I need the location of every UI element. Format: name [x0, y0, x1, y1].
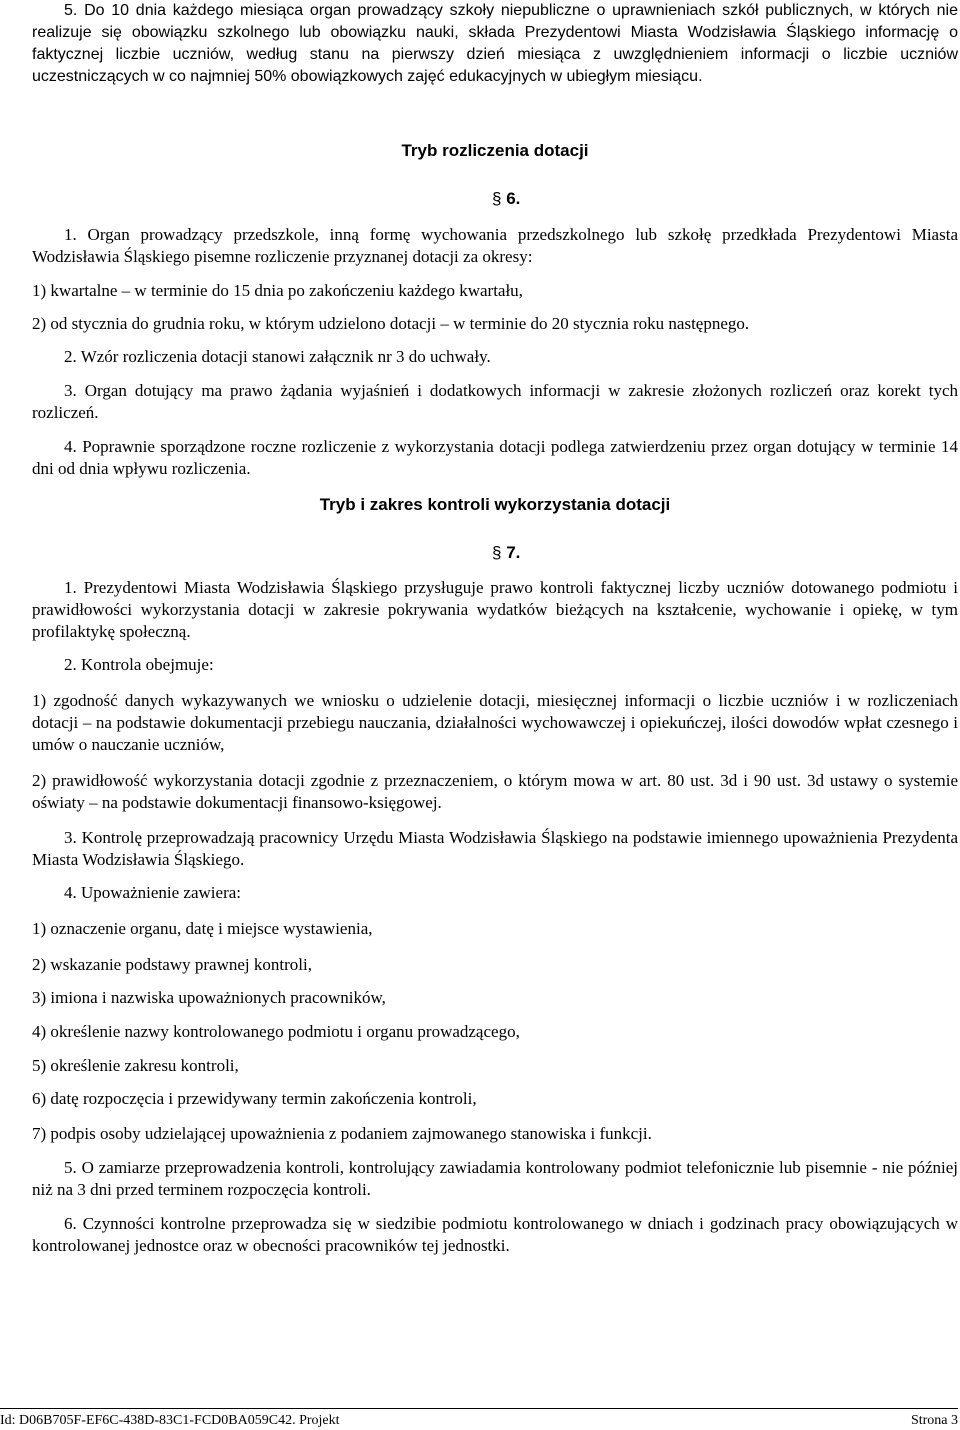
- section-6-item-1: 1. Organ prowadzący przedszkole, inną formę wychowania przedszkolnego lub szkołę przedkłada Prezydentowi Miasta Wodzisławia Śląskiego pisemne rozliczenie przyznanej dotacji za okresy:: [32, 225, 958, 266]
- section-7-item-3: 3. Kontrolę przeprowadzają pracownicy Urzędu Miasta Wodzisławia Śląskiego na podstawie imiennego upoważnienia Prezydenta Miasta Wodzisławia Śląskiego.: [32, 828, 958, 869]
- section-7-item-4: 4. Upoważnienie zawiera:: [64, 883, 241, 902]
- heading-tryb-rozliczenia: Tryb rozliczenia dotacji: [401, 141, 589, 160]
- section-symbol: §: [492, 543, 502, 562]
- section-7-item-4-point-5: 5) określenie zakresu kontroli,: [32, 1056, 239, 1075]
- paragraph-7-number: [32, 542, 960, 564]
- section-7-item-2-point-1: 1) zgodność danych wykazywanych we wniosku o udzielenie dotacji, miesięcznej informacji o liczbie uczniów i w rozliczeniach dotacji – na podstawie dokumentacji przebiegu nauczania, działalności wychowawczej i opiekuńczej, ilości dowodów wpłat czesnego i umów o nauczanie uczniów,: [32, 691, 958, 754]
- section-6-item-2: 2. Wzór rozliczenia dotacji stanowi załącznik nr 3 do uchwały.: [64, 347, 491, 366]
- section-6-item-4: 4. Poprawnie sporządzone roczne rozliczenie z wykorzystania dotacji podlega zatwierdzeniu przez organ dotujący w terminie 14 dni od dnia wpływu rozliczenia.: [32, 437, 958, 478]
- section-7-item-1: 1. Prezydentowi Miasta Wodzisławia Śląskiego przysługuje prawo kontroli faktycznej liczby uczniów dotowanego podmiotu i prawidłowości wykorzystania dotacji w zakresie pokrywania wydatków bieżących na kształcenie, wychowanie i opiekę, w tym profilaktykę społeczną.: [32, 578, 958, 641]
- section-symbol: §: [492, 189, 502, 208]
- section-5-paragraph: 5. Do 10 dnia każdego miesiąca organ prowadzący szkoły niepubliczne o uprawnieniach szkół publicznych, w których nie realizuje się obowiązku szkolnego lub obowiązku nauki, składa Prezydentowi Miasta Wodzisławia Śląskiego informację o faktycznej liczbie uczniów, według stanu na pierwszy dzień miesiąca z uwzględnieniem informacji o liczbie uczniów uczestniczących w co najmniej 50% obowiązkowych zajęć edukacyjnych w ubiegłym miesiącu.: [32, 2, 958, 85]
- section-6-item-1-point-2: 2) od stycznia do grudnia roku, w którym udzielono dotacji – w terminie do 20 stycznia roku następnego.: [32, 314, 750, 333]
- section-7-item-2: 2. Kontrola obejmuje:: [64, 655, 214, 674]
- section-7-item-4-point-2: 2) wskazanie podstawy prawnej kontroli,: [32, 955, 312, 974]
- section-6-item-3: 3. Organ dotujący ma prawo żądania wyjaśnień i dodatkowych informacji w zakresie złożonych rozliczeń oraz korekt tych rozliczeń.: [32, 381, 958, 422]
- heading-tryb-i-zakres-kontroli: Tryb i zakres kontroli wykorzystania dotacji: [319, 495, 671, 514]
- page-footer: [0, 1408, 958, 1429]
- paragraph-6-label: 6.: [506, 189, 521, 208]
- section-6-item-1-point-1: 1) kwartalne – w terminie do 15 dnia po zakończeniu każdego kwartału,: [32, 281, 523, 300]
- section-7-item-5: 5. O zamiarze przeprowadzenia kontroli, kontrolujący zawiadamia kontrolowany podmiot telefonicznie lub pisemnie - nie później niż na 3 dni przed terminem rozpoczęcia kontroli.: [32, 1158, 958, 1199]
- section-7-item-2-point-2: 2) prawidłowość wykorzystania dotacji zgodnie z przeznaczeniem, o którym mowa w art. 80 ust. 3d i 90 ust. 3d ustawy o systemie oświaty – na podstawie dokumentacji finansowo-księgowej.: [32, 771, 958, 812]
- section-7-item-4-point-4: 4) określenie nazwy kontrolowanego podmiotu i organu prowadzącego,: [32, 1022, 520, 1041]
- document-id: Id: D06B705F-EF6C-438D-83C1-FCD0BA059C42. Projekt: [0, 1413, 340, 1428]
- paragraph-7-label: 7.: [506, 543, 521, 562]
- section-7-item-4-point-1: 1) oznaczenie organu, datę i miejsce wystawienia,: [32, 919, 373, 938]
- page-number: Strona 3: [910, 1413, 958, 1428]
- section-7-item-4-point-6: 6) datę rozpoczęcia i przewidywany termin zakończenia kontroli,: [32, 1089, 477, 1108]
- section-7-item-4-point-3: 3) imiona i nazwiska upoważnionych pracowników,: [32, 988, 386, 1007]
- section-7-item-4-point-7: 7) podpis osoby udzielającej upoważnienia z podaniem zajmowanego stanowiska i funkcji.: [32, 1124, 652, 1143]
- section-7-item-6: 6. Czynności kontrolne przeprowadza się w siedzibie podmiotu kontrolowanego w dniach i godzinach pracy obowiązujących w kontrolowanej jednostce oraz w obecności pracowników tej jednostki.: [32, 1214, 958, 1255]
- paragraph-6-number: [32, 188, 960, 210]
